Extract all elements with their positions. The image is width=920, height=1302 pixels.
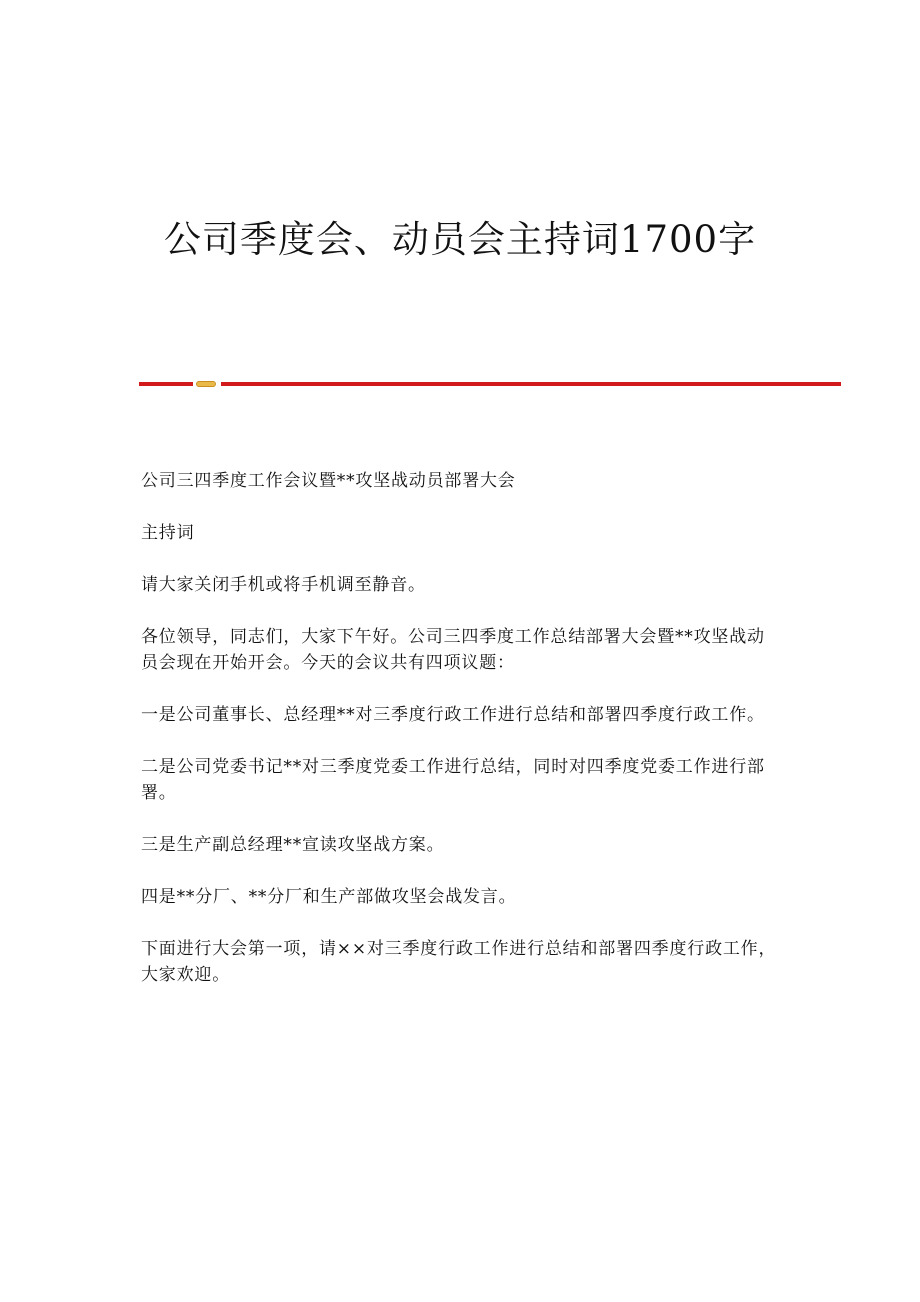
- document-subtitle: 主持词: [141, 523, 195, 543]
- meeting-name: 公司三四季度工作会议暨**攻坚战动员部署大会: [141, 471, 516, 491]
- divider-ornament-icon: [196, 381, 216, 387]
- agenda-item-2: 二是公司党委书记**对三季度党委工作进行总结，同时对四季度党委工作进行部署。: [141, 757, 765, 803]
- agenda-item-4: 四是**分厂、**分厂和生产部做攻坚会战发言。: [141, 887, 517, 907]
- divider-left-segment: [139, 382, 193, 386]
- document-body: [141, 468, 781, 1014]
- phone-notice: 请大家关闭手机或将手机调至静音。: [141, 575, 426, 595]
- divider-right-segment: [221, 382, 841, 386]
- agenda-item-3: 三是生产副总经理**宣读攻坚战方案。: [141, 835, 445, 855]
- agenda-item-1: 一是公司董事长、总经理**对三季度行政工作进行总结和部署四季度行政工作。: [141, 705, 765, 725]
- title-divider: [139, 380, 841, 388]
- first-item-intro: 下面进行大会第一项，请××对三季度行政工作进行总结和部署四季度行政工作，大家欢迎。: [141, 939, 777, 985]
- document-title: 公司季度会、动员会主持词1700字: [163, 218, 757, 261]
- opening-remarks: 各位领导，同志们，大家下午好。公司三四季度工作总结部署大会暨**攻坚战动员会现在开始开会。今天的会议共有四项议题：: [141, 627, 765, 673]
